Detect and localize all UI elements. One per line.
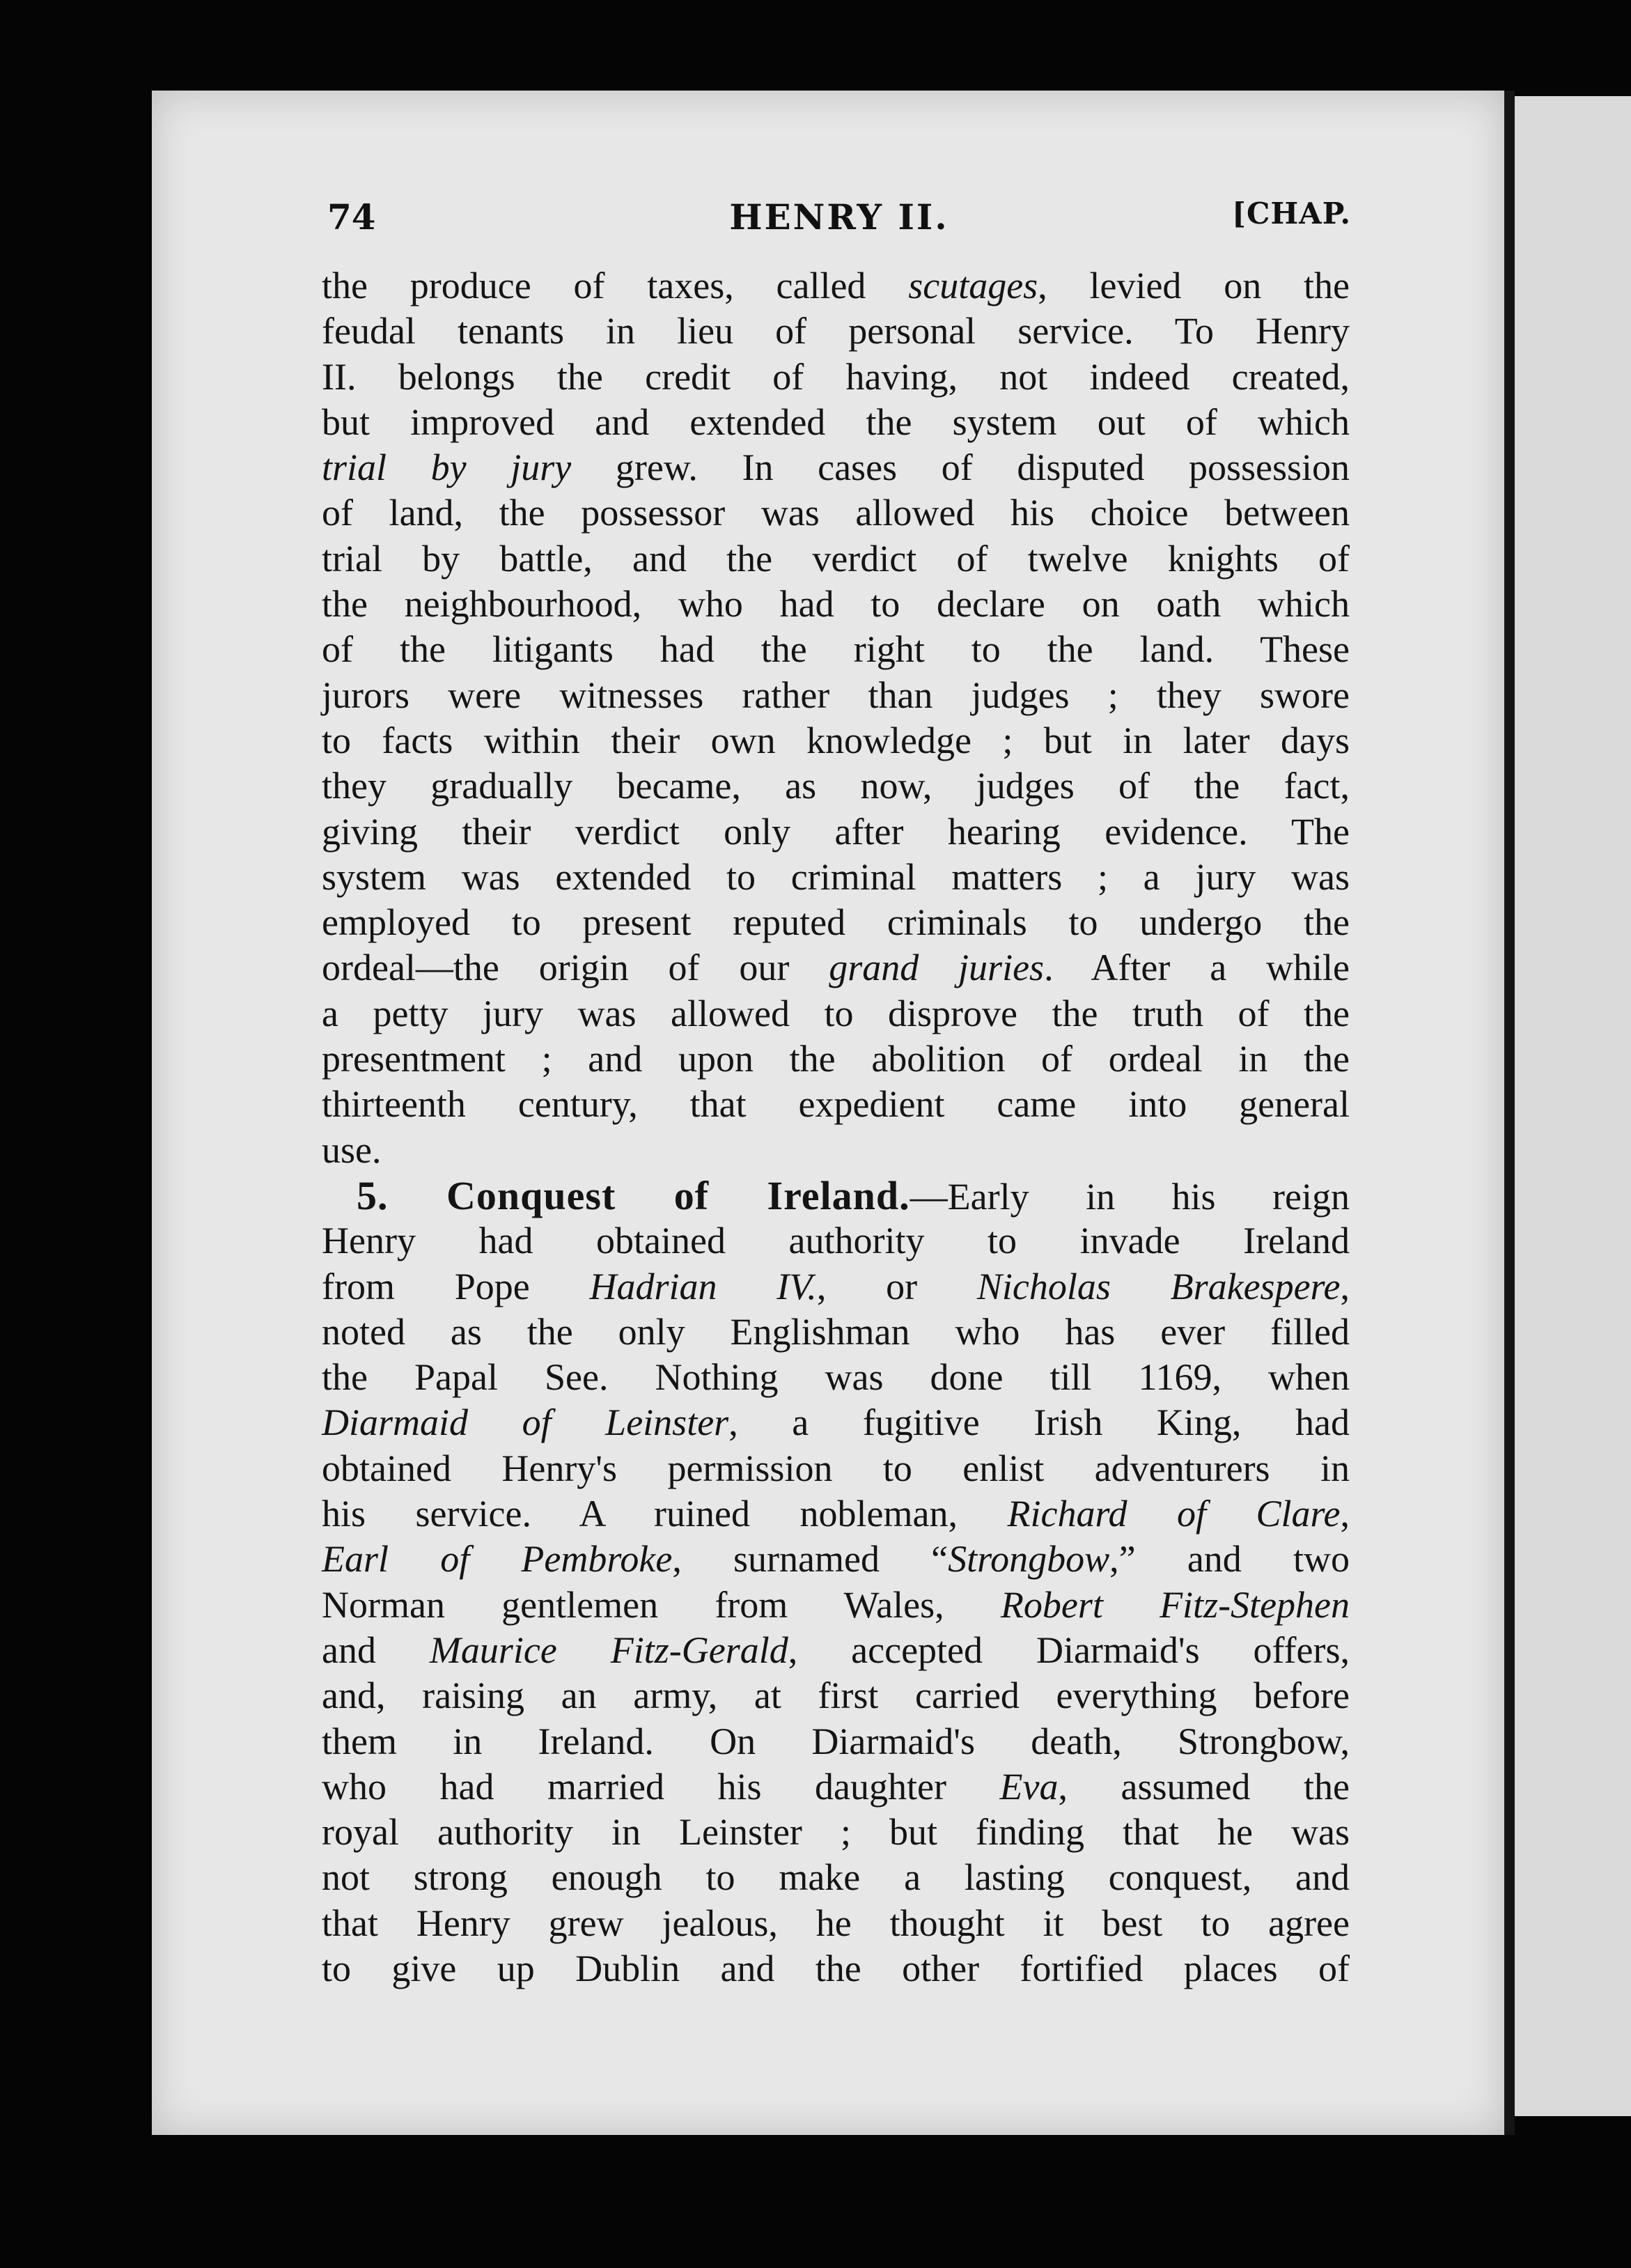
- text-segment: presentment ; and upon the abolition of ordeal in the: [322, 1038, 1350, 1080]
- italic-text: Richard of Clare: [1007, 1493, 1341, 1535]
- section-heading: 5. Conquest of Ireland.: [357, 1172, 910, 1218]
- text-line: [322, 763, 1350, 809]
- text-line: [322, 309, 1350, 354]
- page-number: 74: [327, 196, 376, 238]
- text-line: [322, 582, 1350, 627]
- text-segment: , or: [816, 1265, 977, 1307]
- text-line: [322, 1173, 1350, 1218]
- italic-text: Earl of Pembroke: [322, 1538, 673, 1580]
- text-line: [322, 1400, 1350, 1445]
- text-segment: the Papal See. Nothing was done till 1169, when: [322, 1356, 1350, 1399]
- body-text: [322, 263, 1350, 1991]
- text-segment: and, raising an army, at first carried everything before: [322, 1675, 1350, 1717]
- text-segment: grew. In cases of disputed possession: [571, 446, 1350, 489]
- facing-page-edge: [1515, 96, 1631, 2116]
- text-segment: use.: [322, 1128, 382, 1171]
- text-segment: trial by battle, and the verdict of twelve knights of: [322, 537, 1350, 580]
- text-segment: ordeal—the origin of our: [322, 947, 829, 989]
- italic-text: Eva: [999, 1765, 1059, 1808]
- text-segment: II. belongs the credit of having, not indeed created,: [322, 355, 1350, 398]
- text-segment: the neighbourhood, who had to declare on oath which: [322, 583, 1350, 626]
- italic-text: Nicholas Brakespere: [976, 1265, 1341, 1307]
- text-segment: obtained Henry's permission to enlist adventurers in: [322, 1447, 1350, 1489]
- text-segment: of land, the possessor was allowed his choice between: [322, 492, 1350, 534]
- text-segment: , levied on the: [1038, 265, 1350, 306]
- text-segment: noted as the only Englishman who has ever filled: [322, 1310, 1350, 1353]
- running-header: [327, 196, 1351, 238]
- page-gutter: [1504, 91, 1515, 2135]
- text-segment: to give up Dublin and the other fortified places of: [322, 1947, 1350, 1989]
- text-line: [322, 673, 1350, 718]
- text-segment: giving their verdict only after hearing evidence. The: [322, 810, 1350, 853]
- text-line: [322, 1264, 1350, 1310]
- text-line: [322, 718, 1350, 763]
- text-line: [322, 809, 1350, 855]
- text-line: [322, 1946, 1350, 1991]
- text-line: [322, 1082, 1350, 1127]
- text-segment: , a fugitive Irish King, had: [728, 1401, 1350, 1444]
- italic-text: trial by jury: [322, 446, 572, 489]
- italic-text: Hadrian IV.: [589, 1265, 817, 1307]
- text-segment: of the litigants had the right to the land. These: [322, 628, 1350, 671]
- text-line: [322, 1537, 1350, 1582]
- chapter-mark: [CHAP.: [1232, 196, 1351, 231]
- text-segment: employed to present reputed criminals to undergo the: [322, 901, 1350, 944]
- text-segment: , assumed the: [1058, 1765, 1350, 1808]
- text-line: [322, 1583, 1350, 1628]
- text-line: [322, 1764, 1350, 1810]
- text-segment: not strong enough to make a lasting conquest, and: [322, 1856, 1350, 1899]
- text-segment: . After a while: [1044, 947, 1350, 989]
- text-segment: ,: [1340, 1265, 1350, 1307]
- text-segment: ,: [1340, 1493, 1350, 1535]
- text-line: [322, 1310, 1350, 1355]
- text-line: [322, 355, 1350, 400]
- text-line: [322, 1355, 1350, 1400]
- text-segment: they gradually became, as now, judges of the fact,: [322, 765, 1350, 807]
- text-segment: , accepted Diarmaid's offers,: [788, 1629, 1350, 1671]
- text-segment: them in Ireland. On Diarmaid's death, Strongbow,: [322, 1720, 1350, 1762]
- text-segment: that Henry grew jealous, he thought it best to agree: [322, 1902, 1350, 1944]
- text-segment: his service. A ruined nobleman,: [322, 1493, 1008, 1535]
- text-segment: who had married his daughter: [322, 1765, 1000, 1808]
- text-line: [322, 400, 1350, 445]
- text-segment: and: [322, 1629, 430, 1671]
- text-segment: jurors were witnesses rather than judges ; they swore: [322, 674, 1350, 716]
- running-title: HENRY II.: [729, 196, 949, 238]
- text-line: [322, 1218, 1350, 1264]
- text-segment: a petty jury was allowed to disprove the truth of the: [322, 992, 1350, 1034]
- text-line: [322, 1036, 1350, 1082]
- text-line: [322, 1719, 1350, 1764]
- text-line: [322, 263, 1350, 309]
- italic-text: scutages: [908, 265, 1038, 306]
- text-line: [322, 1673, 1350, 1718]
- text-line: [322, 1855, 1350, 1900]
- text-line: [322, 1128, 1350, 1173]
- text-segment: the produce of taxes, called: [322, 265, 909, 306]
- italic-text: Maurice Fitz-Gerald: [429, 1629, 788, 1671]
- italic-text: Robert Fitz-Stephen: [1000, 1583, 1350, 1626]
- text-line: [322, 991, 1350, 1036]
- text-segment: feudal tenants in lieu of personal service. To Henry: [322, 310, 1350, 352]
- text-line: [322, 627, 1350, 672]
- text-line: [322, 445, 1350, 490]
- text-segment: , surnamed “: [672, 1538, 949, 1580]
- text-line: [322, 855, 1350, 900]
- text-line: [322, 536, 1350, 582]
- text-segment: but improved and extended the system out of which: [322, 401, 1350, 443]
- text-line: [322, 1810, 1350, 1855]
- text-segment: ,” and two: [1109, 1538, 1350, 1580]
- italic-text: Strongbow: [948, 1538, 1110, 1580]
- text-segment: —Early in his reign: [910, 1175, 1350, 1218]
- text-segment: thirteenth century, that expedient came into general: [322, 1083, 1350, 1126]
- text-segment: from Pope: [322, 1265, 590, 1307]
- text-segment: royal authority in Leinster ; but finding that he was: [322, 1811, 1350, 1854]
- text-segment: Norman gentlemen from Wales,: [322, 1583, 1001, 1626]
- text-line: [322, 1628, 1350, 1673]
- text-line: [322, 1446, 1350, 1491]
- text-line: [322, 490, 1350, 536]
- text-segment: Henry had obtained authority to invade Ireland: [322, 1220, 1350, 1262]
- text-segment: system was extended to criminal matters ; a jury was: [322, 855, 1350, 898]
- italic-text: grand juries: [829, 947, 1045, 989]
- text-line: [322, 900, 1350, 945]
- text-segment: to facts within their own knowledge ; but in later days: [322, 719, 1350, 761]
- text-line: [322, 1491, 1350, 1537]
- text-line: [322, 1901, 1350, 1946]
- text-line: [322, 945, 1350, 991]
- italic-text: Diarmaid of Leinster: [322, 1401, 729, 1444]
